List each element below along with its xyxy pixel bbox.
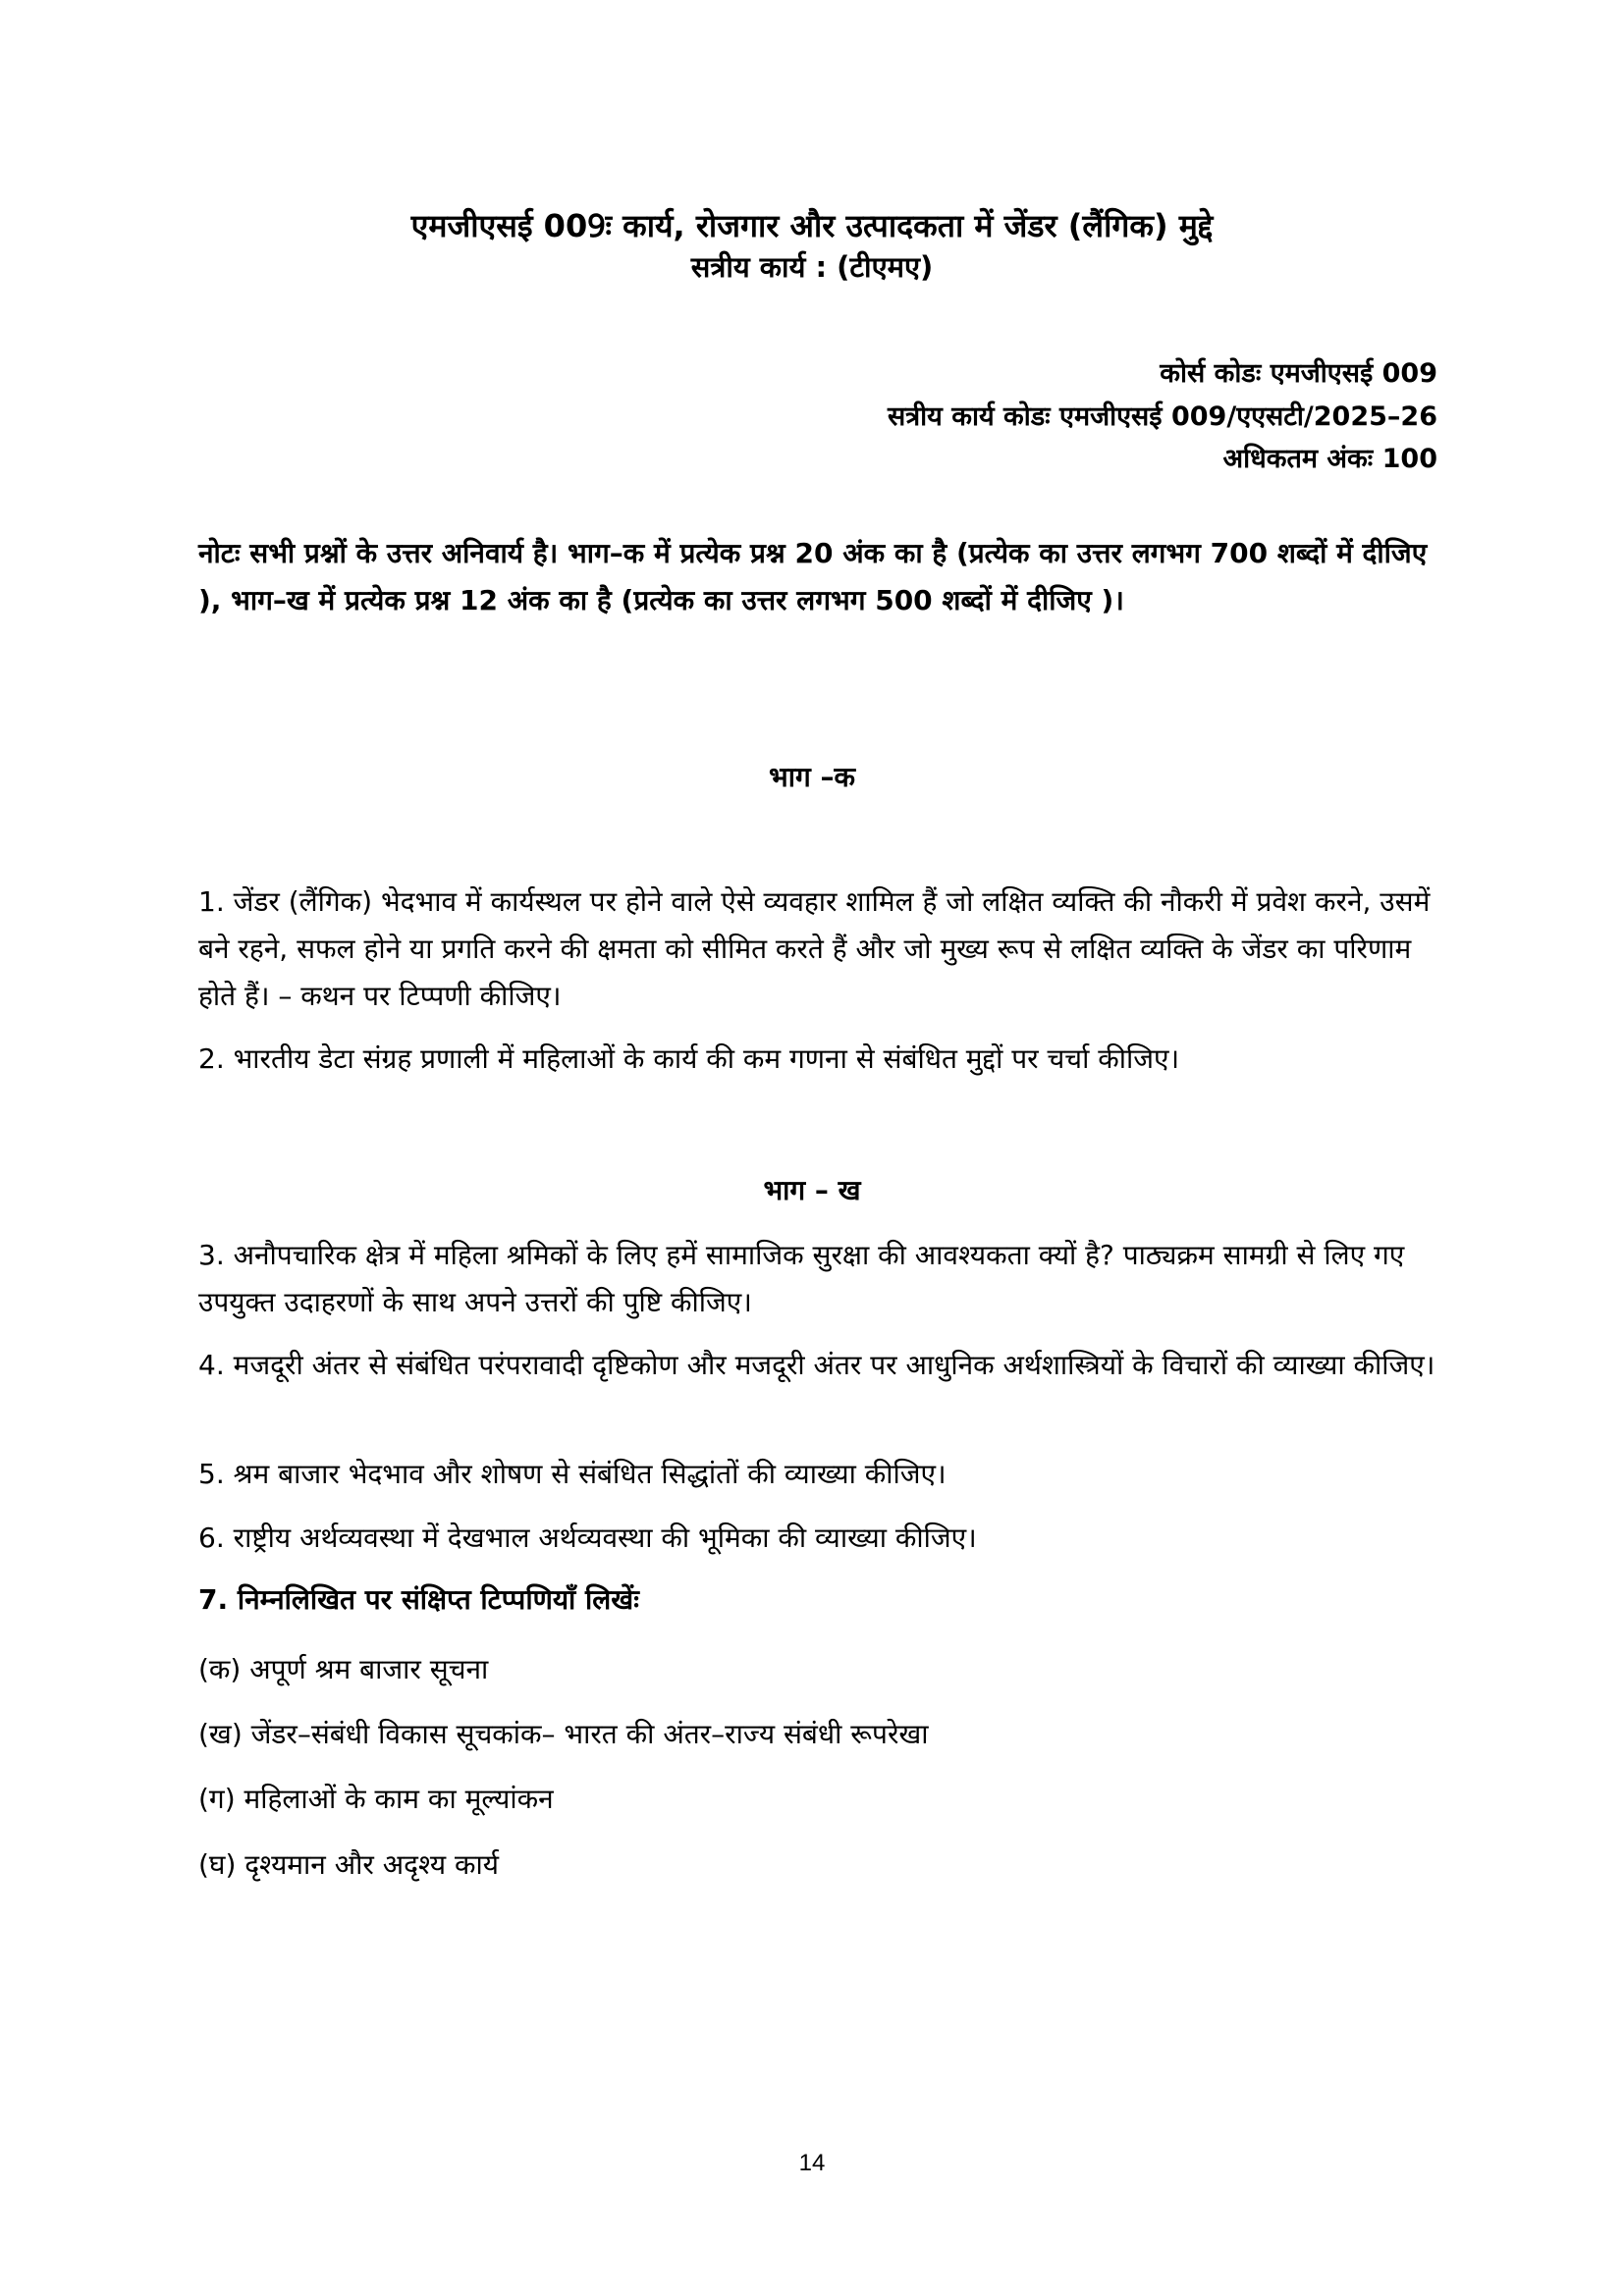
document-title: एमजीएसई 009ः कार्य, रोजगार और उत्पादकता में जेंडर (लैंगिक) मुद्दे [410,207,1214,244]
question-7-item-c: (ग) महिलाओं के काम का मूल्यांकन [198,1783,554,1815]
question-7-item-b: (ख) जेंडर–संबंधी विकास सूचकांक– भारत की अंतर–राज्य संबंधी रूपरेखा [198,1718,929,1750]
question-1: 1. जेंडर (लैंगिक) भेदभाव में कार्यस्थल पर होने वाले ऐसे व्यवहार शामिल हैं जो लक्षित व्यक्ति की नौकरी में प्रवेश करने, उसमें बने रहने, सफल होने या प्रगति करने की क्षमता को सीमित करते हैं और जो मुख्य रूप से लक्षित व्यक्ति के जेंडर का परिणाम होते हैं। – कथन पर टिप्पणी कीजिए। [198,885,1431,1012]
question-4: 4. मजदूरी अंतर से संबंधित परंपरावादी दृष्टिकोण और मजदूरी अंतर पर आधुनिक अर्थशास्त्रियों के विचारों की व्याख्या कीजिए। [198,1349,1435,1381]
question-7: 7. निम्नलिखित पर संक्षिप्त टिप्पणियाँ लिखेंः [198,1583,639,1616]
question-7-item-a: (क) अपूर्ण श्रम बाजार सूचना [198,1653,489,1685]
question-2: 2. भारतीय डेटा संग्रह प्रणाली में महिलाओं के कार्य की कम गणना से संबंधित मुद्दों पर चर्चा कीजिए। [198,1042,1180,1075]
assignment-code: सत्रीय कार्य कोडः एमजीएसई 009/एएसटी/2025–26 [888,401,1437,432]
question-5: 5. श्रम बाजार भेदभाव और शोषण से संबंधित सिद्धांतों की व्याख्या कीजिए। [198,1458,947,1490]
section-a-heading: भाग –क [769,761,855,793]
instructions-note: नोटः सभी प्रश्नों के उत्तर अनिवार्य है। भाग–क में प्रत्येक प्रश्न 20 अंक का है (प्रत्येक का उत्तर लगभग 700 शब्दों में दीजिए ), भाग–ख में प्रत्येक प्रश्न 12 अंक का है (प्रत्येक का उत्तर लगभग 500 शब्दों में दीजिए )। [198,537,1428,616]
section-b-heading: भाग – ख [763,1174,861,1206]
page-number: 14 [798,2150,826,2176]
question-6: 6. राष्ट्रीय अर्थव्यवस्था में देखभाल अर्थव्यवस्था की भूमिका की व्याख्या कीजिए। [198,1522,977,1554]
course-code: कोर्स कोडः एमजीएसई 009 [1160,358,1437,389]
question-3: 3. अनौपचारिक क्षेत्र में महिला श्रमिकों के लिए हमें सामाजिक सुरक्षा की आवश्यकता क्यों है? पाठ्यक्रम सामग्री से लिए गए उपयुक्त उदाहरणों के साथ अपने उत्तरों की पुष्टि कीजिए। [198,1239,1405,1318]
max-marks: अधिकतम अंकः 100 [1222,444,1437,474]
document-subtitle: सत्रीय कार्य : (टीएमए) [690,250,934,284]
question-7-item-d: (घ) दृश्यमान और अदृश्य कार्य [198,1848,500,1881]
